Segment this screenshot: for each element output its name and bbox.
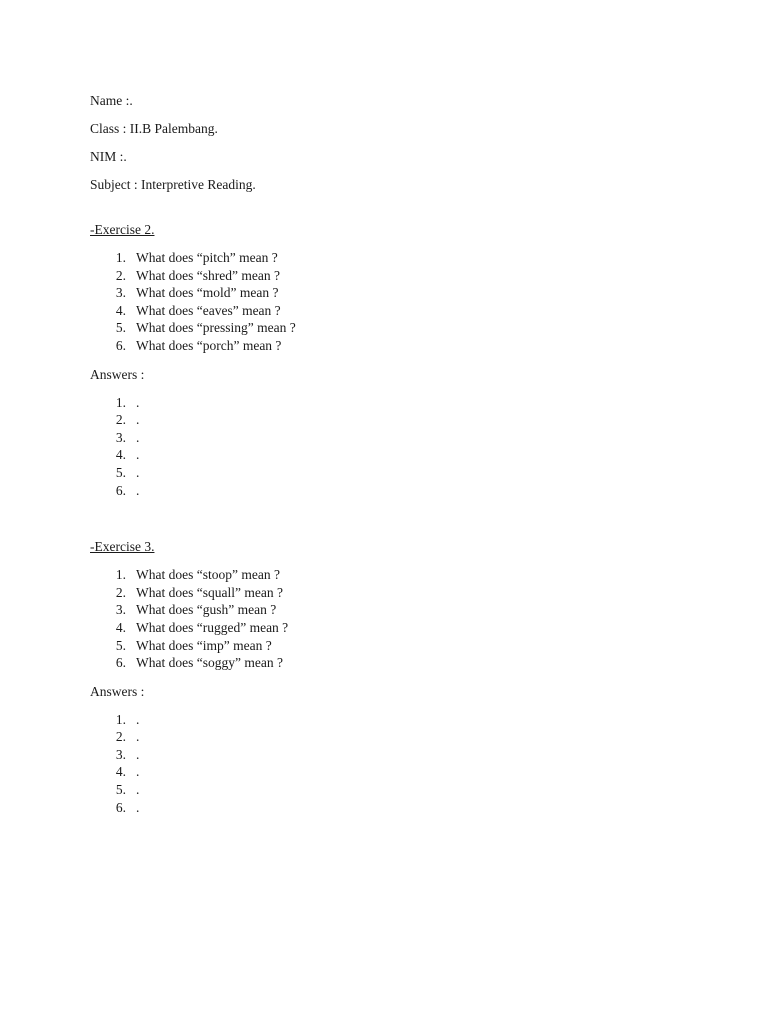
exercise-3-questions [90, 566, 710, 672]
list-item [90, 482, 710, 500]
answer-text: . [136, 799, 140, 815]
item-number: 2. [115, 729, 126, 745]
item-number: 1. [115, 567, 126, 583]
list-item [90, 619, 710, 637]
exercise-2-answers-label: Answers : [90, 366, 145, 382]
list-item [90, 284, 710, 302]
item-number: 5. [115, 320, 126, 336]
item-number: 5. [115, 637, 126, 653]
question-text: What does “squall” mean ? [136, 584, 283, 600]
question-text: What does “mold” mean ? [136, 285, 279, 301]
answer-text: . [136, 464, 140, 480]
exercise-2-heading: -Exercise 2. [90, 222, 155, 237]
name-field: Name :. [90, 93, 133, 108]
item-number: 3. [115, 285, 126, 301]
item-number: 4. [115, 447, 126, 463]
question-text: What does “imp” mean ? [136, 637, 272, 653]
list-item [90, 464, 710, 482]
item-number: 6. [115, 655, 126, 671]
list-item [90, 302, 710, 320]
question-text: What does “shred” mean ? [136, 267, 280, 283]
answer-text: . [136, 711, 140, 727]
item-number: 6. [115, 337, 126, 353]
question-text: What does “rugged” mean ? [136, 619, 289, 635]
list-item [90, 799, 710, 817]
item-number: 5. [115, 782, 126, 798]
list-item [90, 411, 710, 429]
item-number: 4. [115, 764, 126, 780]
exercise-3-heading: -Exercise 3. [90, 539, 155, 555]
list-item [90, 781, 710, 799]
list-item [90, 429, 710, 447]
list-item [90, 267, 710, 285]
exercise-3-answers [90, 711, 710, 817]
item-number: 5. [115, 464, 126, 480]
item-number: 2. [115, 267, 126, 283]
answer-text: . [136, 412, 140, 428]
answer-text: . [136, 482, 140, 498]
answer-text: . [136, 394, 140, 410]
answer-text: . [136, 782, 140, 798]
item-number: 4. [115, 619, 126, 635]
question-text: What does “gush” mean ? [136, 602, 277, 618]
list-item [90, 746, 710, 764]
question-text: What does “eaves” mean ? [136, 302, 281, 318]
answer-text: . [136, 447, 140, 463]
item-number: 1. [115, 711, 126, 727]
list-item [90, 584, 710, 602]
answer-text: . [136, 746, 140, 762]
answer-text: . [136, 429, 140, 445]
item-number: 3. [115, 429, 126, 445]
item-number: 3. [115, 602, 126, 618]
list-item [90, 319, 710, 337]
spacer [90, 193, 710, 221]
item-number: 3. [115, 746, 126, 762]
question-text: What does “porch” mean ? [136, 337, 282, 353]
exercise-3-answers-label: Answers : [90, 683, 145, 699]
item-number: 6. [115, 799, 126, 815]
answer-text: . [136, 729, 140, 745]
spacer [90, 510, 710, 538]
answer-text: . [136, 764, 140, 780]
list-item [90, 249, 710, 267]
exercise-2-answers [90, 394, 710, 500]
item-number: 1. [115, 394, 126, 410]
item-number: 2. [115, 584, 126, 600]
list-item [90, 337, 710, 355]
list-item [90, 654, 710, 672]
class-field: Class : II.B Palembang. [90, 121, 218, 136]
list-item [90, 566, 710, 584]
item-number: 4. [115, 302, 126, 318]
list-item [90, 601, 710, 619]
list-item [90, 711, 710, 729]
item-number: 2. [115, 412, 126, 428]
nim-field: NIM :. [90, 149, 127, 164]
item-number: 1. [115, 250, 126, 265]
list-item [90, 394, 710, 412]
question-text: What does “soggy” mean ? [136, 655, 283, 671]
question-text: What does “stoop” mean ? [136, 567, 280, 583]
document-page [90, 92, 710, 827]
list-item [90, 637, 710, 655]
question-text: What does “pressing” mean ? [136, 320, 296, 336]
list-item [90, 446, 710, 464]
exercise-2-questions [90, 249, 710, 355]
list-item [90, 728, 710, 746]
item-number: 6. [115, 482, 126, 498]
subject-field: Subject : Interpretive Reading. [90, 177, 256, 192]
question-text: What does “pitch” mean ? [136, 250, 278, 265]
list-item [90, 763, 710, 781]
